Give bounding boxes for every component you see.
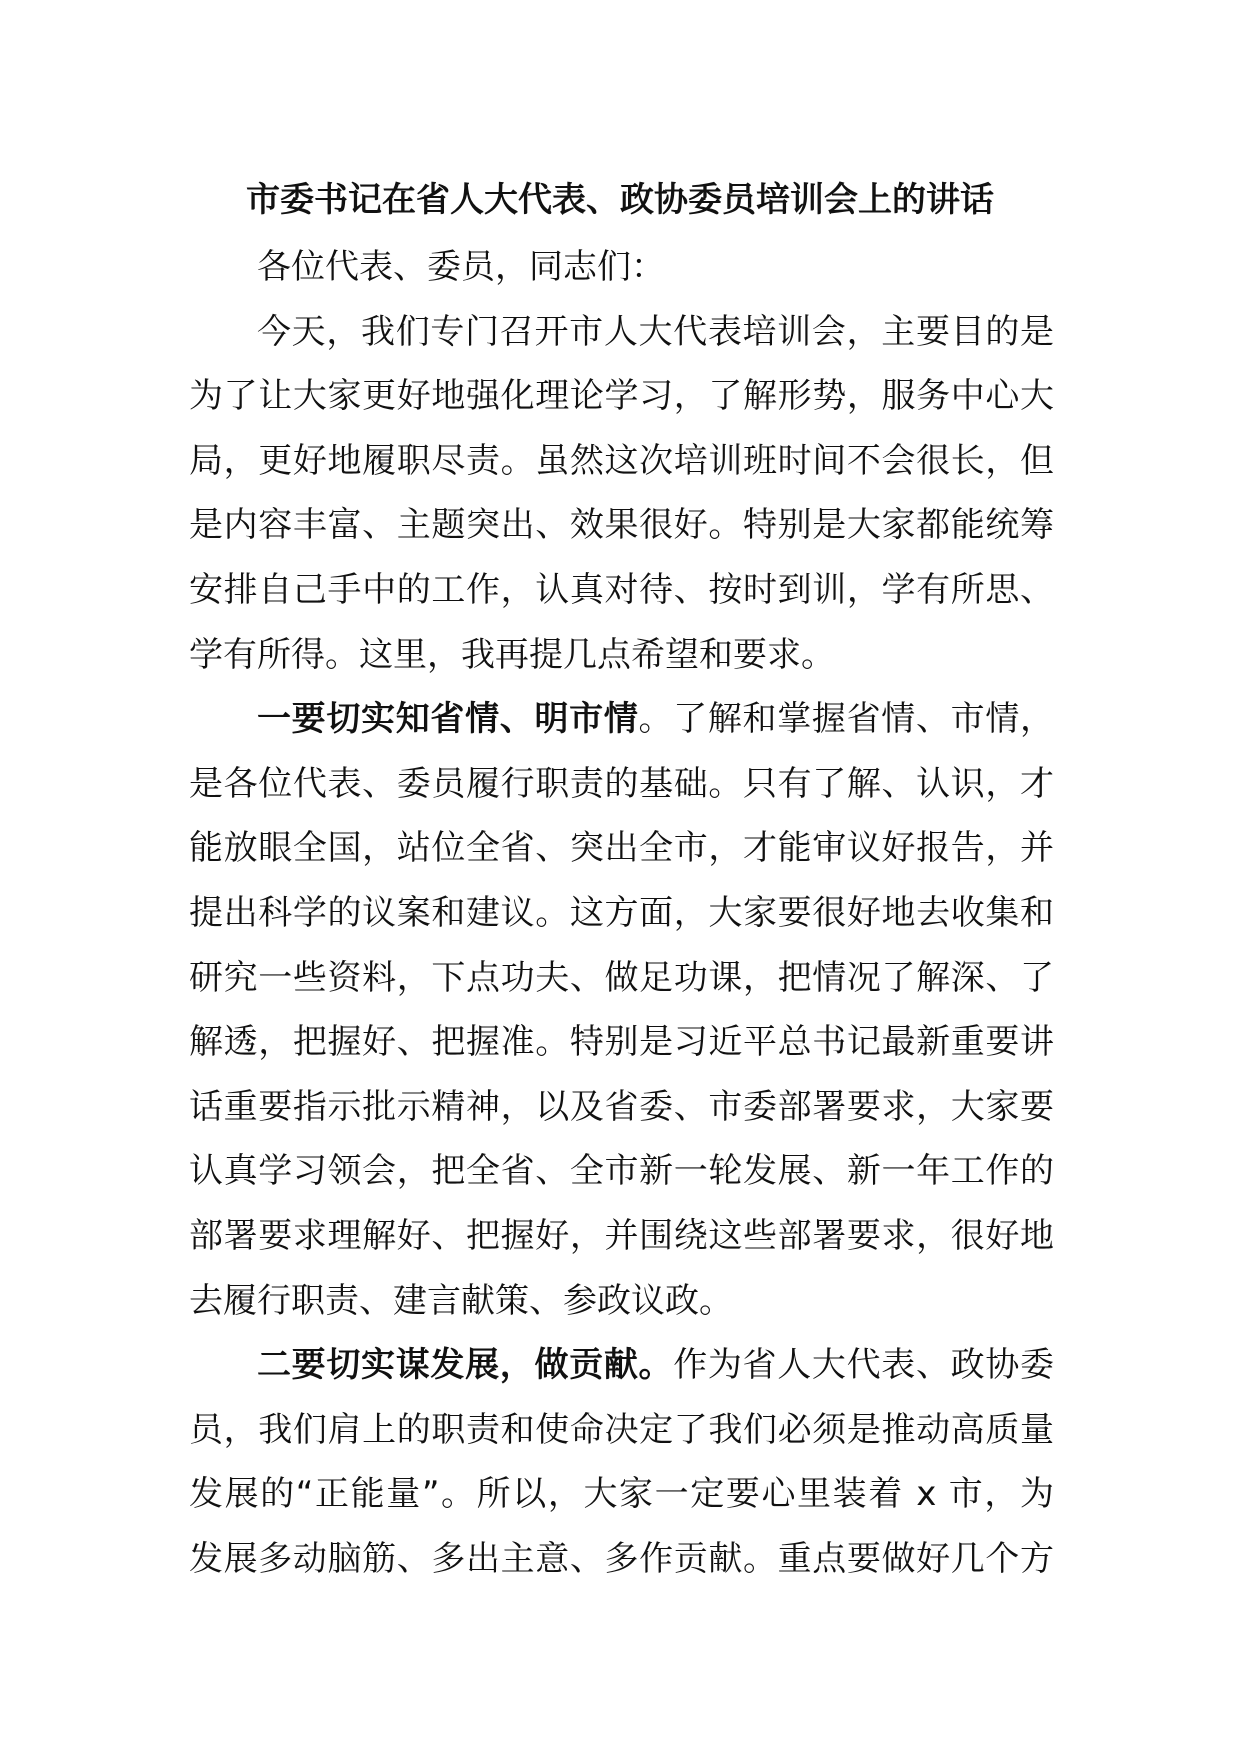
paragraph-2-heading: 一要切实知省情、明市情 (257, 699, 639, 740)
paragraph-3-first-line-text: 作为省人大代表、政协委 (673, 1345, 1055, 1386)
paragraph-1-line: 学有所得。这里，我再提几点希望和要求。 (189, 634, 835, 675)
paragraph-2-line: 认真学习领会，把全省、全市新一轮发展、新一年工作的 (189, 1151, 1054, 1192)
paragraph-3-heading: 二要切实谋发展，做贡献。 (257, 1345, 674, 1386)
paragraph-2-line: 部署要求理解好、把握好，并围绕这些部署要求，很好地 (189, 1215, 1054, 1256)
paragraph-2-line: 研究一些资料，下点功夫、做足功课，把情况了解深、了 (189, 957, 1054, 998)
paragraph-2-first-line-text: 。了解和掌握省情、市情， (638, 699, 1054, 740)
paragraph-1-line: 今天，我们专门召开市人大代表培训会，主要目的是 (257, 311, 1054, 352)
paragraph-2-line: 提出科学的议案和建议。这方面，大家要很好地去收集和 (189, 892, 1054, 933)
paragraph-2-line: 能放眼全国，站位全省、突出全市，才能审议好报告，并 (189, 828, 1054, 869)
paragraph-3-line: 发展的“正能量”。所以，大家一定要心里装着 x 市，为 (189, 1474, 1054, 1515)
paragraph-1-line: 为了让大家更好地强化理论学习，了解形势，服务中心大 (189, 376, 1054, 417)
paragraph-1-line: 是内容丰富、主题突出、效果很好。特别是大家都能统筹 (189, 505, 1054, 546)
paragraph-2-first-line (189, 687, 1054, 752)
paragraph-2-line: 是各位代表、委员履行职责的基础。只有了解、认识，才 (189, 763, 1054, 804)
document-body (189, 235, 1054, 1591)
paragraph-2-line: 解透，把握好、把握准。特别是习近平总书记最新重要讲 (189, 1022, 1054, 1063)
paragraph-1-line: 局，更好地履职尽责。虽然这次培训班时间不会很长，但 (189, 440, 1054, 481)
paragraph-1-line: 安排自己手中的工作，认真对待、按时到训，学有所思、 (189, 569, 1054, 610)
paragraph-2-line: 去履行职责、建言献策、参政议政。 (189, 1280, 733, 1321)
document-title: 市委书记在省人大代表、政协委员培训会上的讲话 (246, 180, 994, 220)
paragraph-3-line: 发展多动脑筋、多出主意、多作贡献。重点要做好几个方 (189, 1538, 1054, 1579)
paragraph-2-line: 话重要指示批示精神，以及省委、市委部署要求，大家要 (189, 1086, 1054, 1127)
paragraph-3-line: 员，我们肩上的职责和使命决定了我们必须是推动高质量 (189, 1409, 1054, 1450)
paragraph-3-first-line (189, 1333, 1054, 1398)
salutation: 各位代表、委员，同志们： (257, 247, 665, 287)
